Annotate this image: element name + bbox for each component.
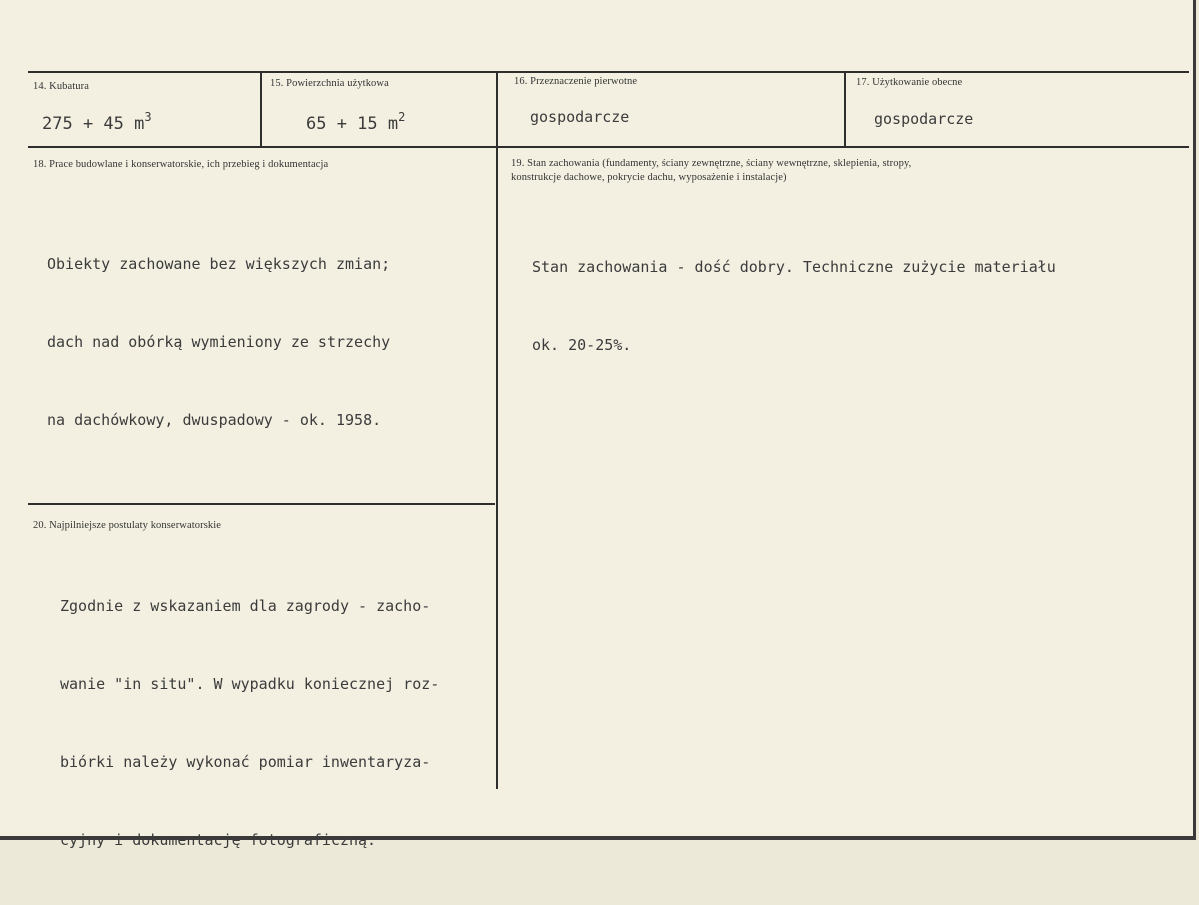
field-14-label: 14. Kubatura [33, 81, 90, 92]
field-16-label: 16. Przeznaczenie pierwotne [514, 76, 638, 87]
field-19-text [532, 202, 1056, 410]
field-20-line-4: cyjny i dokumentację fotograficzną. [60, 831, 377, 849]
column-divider-3 [844, 72, 846, 146]
field-19-label [511, 157, 911, 185]
field-15-value-text: 65 + 15 m [306, 114, 399, 134]
field-15-value [306, 110, 405, 134]
field-20-line-2: wanie "in situ". W wypadku koniecznej roz- [60, 675, 440, 693]
field-17-label: 17. Użytkowanie obecne [856, 77, 963, 88]
field-15-label: 15. Powierzchnia użytkowa [270, 78, 389, 89]
row-divider-line [28, 146, 1189, 148]
field-18-line-3: na dachówkowy, dwuspadowy - ok. 1958. [47, 411, 382, 429]
field-20-line-3: biórki należy wykonać pomiar inwentaryza- [60, 753, 431, 771]
field-19-label-line-1: 19. Stan zachowania (fundamenty, ściany zewnętrzne, ściany wewnętrzne, sklepienia, stropy, [511, 158, 912, 169]
field-19-line-1: Stan zachowania - dość dobry. Techniczne zużycie materiału [532, 258, 1056, 276]
field-14-superscript: 3 [144, 110, 152, 124]
field-20-line-1: Zgodnie z wskazaniem dla zagrody - zacho- [60, 597, 431, 615]
column-divider-2 [496, 72, 498, 789]
field-18-line-1: Obiekty zachowane bez większych zmian; [47, 255, 391, 273]
field-14-value [42, 110, 152, 134]
field-20-text [60, 541, 439, 905]
field-18-text [47, 199, 390, 485]
field-20-label: 20. Najpilniejsze postulaty konserwatorskie [33, 520, 222, 531]
field-19-line-2: ok. 20-25%. [532, 336, 632, 354]
field-17-value: gospodarcze [874, 110, 974, 128]
section-divider-line [28, 503, 495, 505]
field-18-line-2: dach nad obórką wymieniony ze strzechy [47, 333, 391, 351]
field-15-superscript: 2 [398, 110, 406, 124]
field-18-label: 18. Prace budowlane i konserwatorskie, ich przebieg i dokumentacja [33, 159, 329, 170]
column-divider-1 [260, 72, 262, 146]
field-16-value: gospodarcze [530, 108, 630, 126]
field-14-value-text: 275 + 45 m [42, 114, 145, 134]
top-border-line [28, 71, 1189, 73]
field-19-label-line-2: konstrukcje dachowe, pokrycie dachu, wyposażenie i instalacje) [511, 172, 787, 183]
